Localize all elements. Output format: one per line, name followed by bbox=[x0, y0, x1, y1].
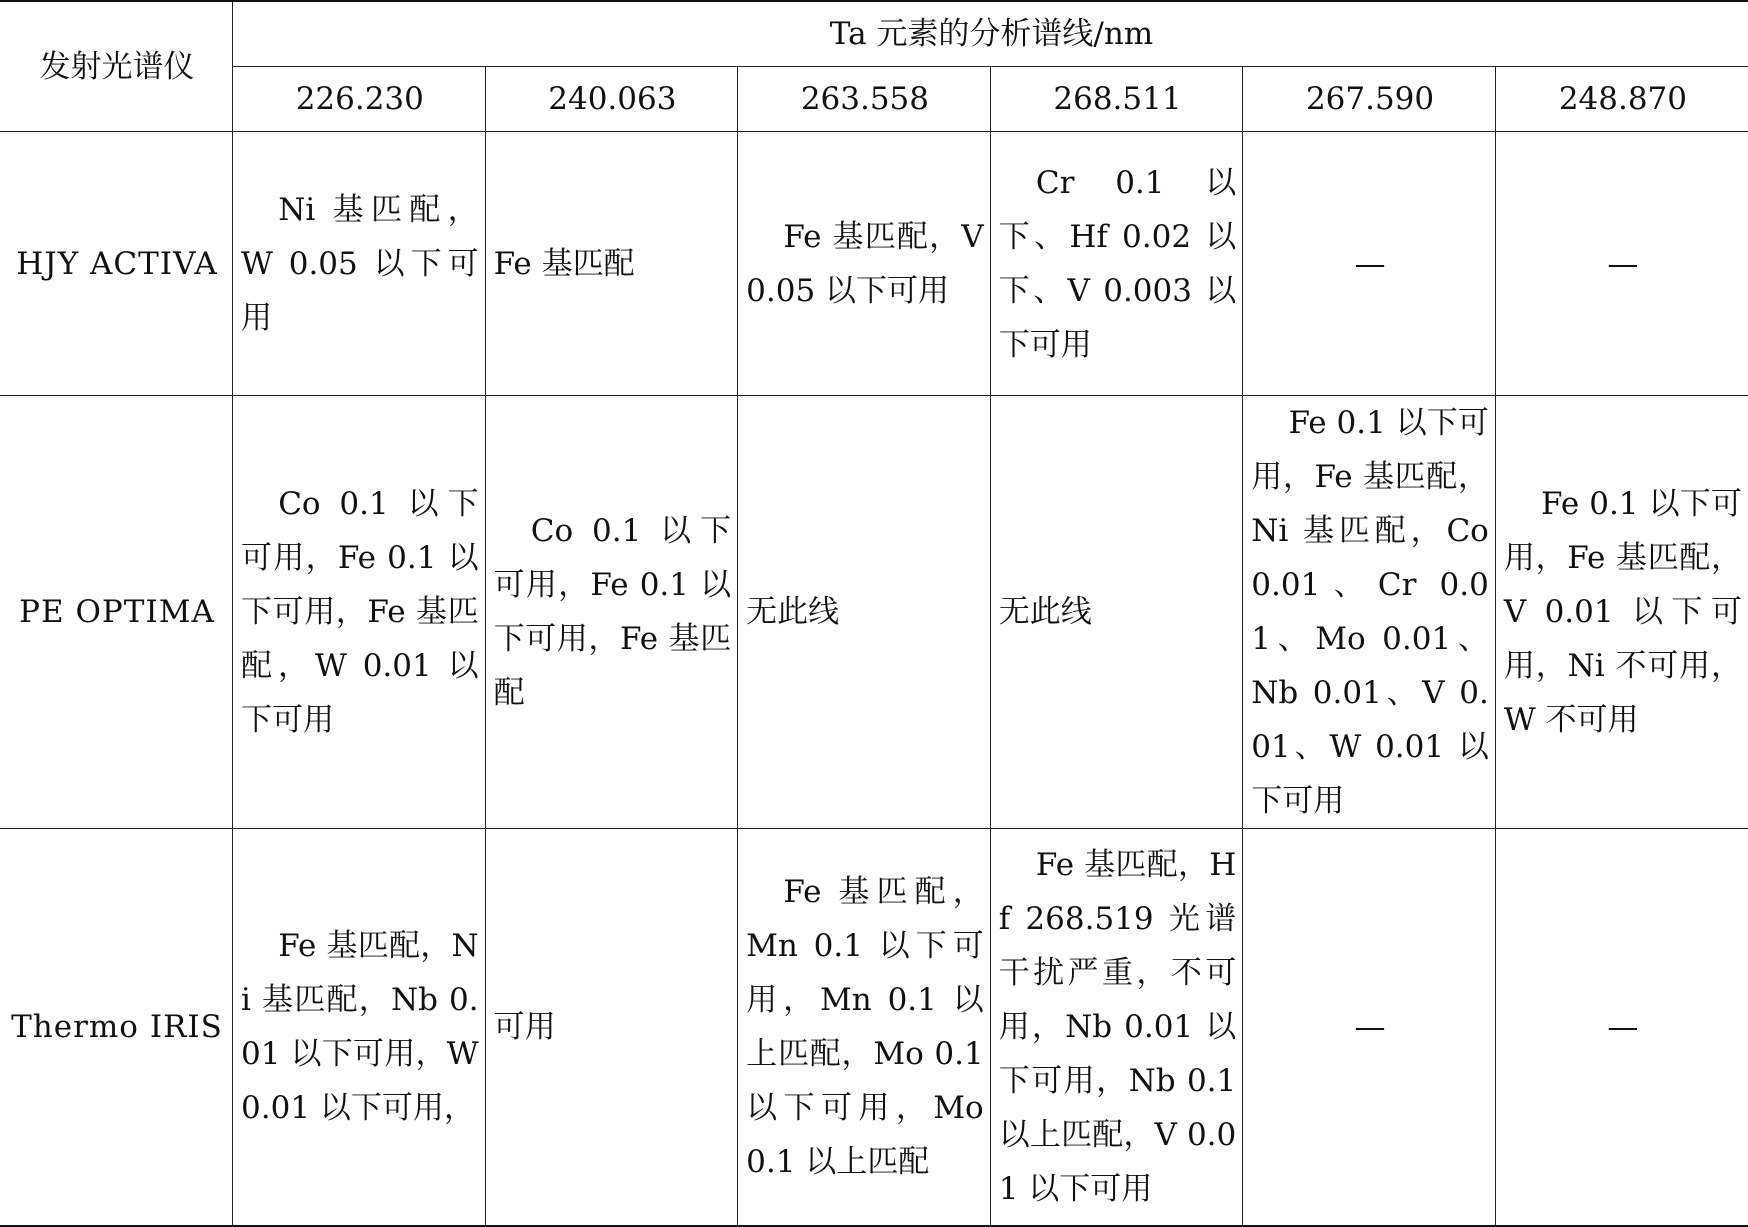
table-cell: Fe 基匹配，Mn 0.1 以下可用，Mn 0.1 以上匹配，Mo 0.1 以下可用，Mo 0.1 以上匹配 bbox=[738, 829, 991, 1227]
table-cell: — bbox=[1495, 829, 1748, 1227]
table-cell: — bbox=[1243, 132, 1496, 396]
wavelength-header: 248.870 bbox=[1495, 67, 1748, 132]
table-row bbox=[0, 396, 1748, 829]
wavelength-header: 226.230 bbox=[233, 67, 486, 132]
group-header: Ta 元素的分析谱线/nm bbox=[233, 1, 1748, 67]
table-cell: 无此线 bbox=[990, 396, 1243, 829]
instrument-name: HJY ACTIVA bbox=[0, 132, 233, 396]
table-cell: Fe 基匹配，Hf 268.519 光谱干扰严重，不可用，Nb 0.01 以下可用，Nb 0.1 以上匹配，V 0.01 以下可用 bbox=[990, 829, 1243, 1227]
wavelength-header: 268.511 bbox=[990, 67, 1243, 132]
instrument-name: PE OPTIMA bbox=[0, 396, 233, 829]
table-cell: Ni 基匹配，W 0.05 以下可用 bbox=[233, 132, 486, 396]
table-cell: Fe 0.1 以下可用，Fe 基匹配，V 0.01 以下可用，Ni 不可用，W 不可用 bbox=[1495, 396, 1748, 829]
table-cell: — bbox=[1495, 132, 1748, 396]
header-row-wavelengths bbox=[0, 67, 1748, 132]
table-cell: Fe 基匹配，V0.05 以下可用 bbox=[738, 132, 991, 396]
table-row bbox=[0, 132, 1748, 396]
table-cell: 无此线 bbox=[738, 396, 991, 829]
wavelength-header: 263.558 bbox=[738, 67, 991, 132]
header-row-group bbox=[0, 1, 1748, 67]
table-row bbox=[0, 829, 1748, 1227]
table-cell: 可用 bbox=[485, 829, 738, 1227]
table-cell: Co 0.1 以下可用，Fe 0.1 以下可用，Fe 基匹配，W 0.01 以下可用 bbox=[233, 396, 486, 829]
corner-header: 发射光谱仪 bbox=[0, 1, 233, 132]
table-cell: Co 0.1 以下可用，Fe 0.1 以下可用，Fe 基匹配 bbox=[485, 396, 738, 829]
table-cell: Fe 基匹配，Ni 基匹配，Nb 0.01 以下可用，W 0.01 以下可用， bbox=[233, 829, 486, 1227]
wavelength-header: 267.590 bbox=[1243, 67, 1496, 132]
instrument-name: Thermo IRIS bbox=[0, 829, 233, 1227]
table-cell: — bbox=[1243, 829, 1496, 1227]
table-cell: Fe 基匹配 bbox=[485, 132, 738, 396]
table-cell: Fe 0.1 以下可用，Fe 基匹配，Ni 基匹配，Co 0.01、Cr 0.01、Mo 0.01、Nb 0.01、V 0.01、W 0.01 以下可用 bbox=[1243, 396, 1496, 829]
table-cell: Cr 0.1 以下、Hf 0.02 以下、V 0.003 以下可用 bbox=[990, 132, 1243, 396]
wavelength-header: 240.063 bbox=[485, 67, 738, 132]
